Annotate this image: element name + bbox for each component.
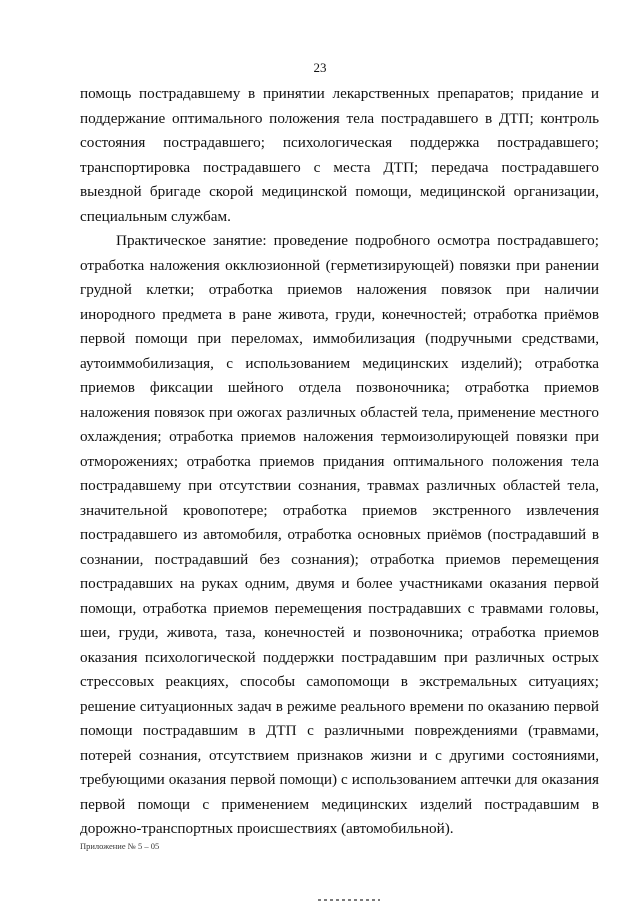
paragraph-continuation: помощь пострадавшему в принятии лекарственных препаратов; придание и поддержание оптимального положения тела пострадавшего в ДТП; контроль состояния пострадавшего; психологическая поддержка пострадавшего; транспортировка пострадавшего с места ДТП; передача пострадавшего выездной бригаде скорой медицинской помощи, медицинской организации, специальным службам. [80,85,599,225]
paragraph-practical-lesson: Практическое занятие: проведение подробного осмотра пострадавшего; отработка наложения окклюзионной (герметизирующей) повязки при ранении грудной клетки; отработка приемов наложения повязок при наличии инородного предмета в ране живота, груди, конечностей; отработка приёмов первой помощи при переломах, иммобилизация (подручными средствами, аутоиммобилизация, с использованием медицинских изделий); отработка приемов фиксации шейного отдела позвоночника; отработка приемов наложения повязок при ожогах различных областей тела, применение местного охлаждения; отработка приемов наложения термоизолирующей повязки при отморожениях; отработка приемов придания оптимального положения тела пострадавшему при отсутствии сознания, травмах различных областей тела, значительной кровопотере; отработка приемов экстренного извлечения пострадавшего из автомобиля, отработка основных приёмов (пострадавший в сознании, пострадавший без сознания); отработка приемов перемещения пострадавших на руках одним, двумя и более участниками оказания первой помощи, отработка приемов перемещения пострадавших с травмами головы, шеи, груди, живота, таза, конечностей и позвоночника; отработка приемов оказания психологической поддержки пострадавшим при различных острых стрессовых реакциях, способы самопомощи в экстремальных ситуациях; решение ситуационных задач в режиме реального времени по оказанию первой помощи пострадавшим в ДТП с различными повреждениями (травмами, потерей сознания, отсутствием признаков жизни и с другими состояниями, требующими оказания первой помощи) с использованием аптечки для оказания первой помощи с применением медицинских изделий пострадавшим в дорожно-транспортных происшествиях (автомобильной). [80,232,599,837]
body-text [80,82,599,842]
scan-artifact [318,899,380,901]
footer-note: Приложение № 5 – 05 [80,841,160,851]
page-number: 23 [313,60,327,75]
